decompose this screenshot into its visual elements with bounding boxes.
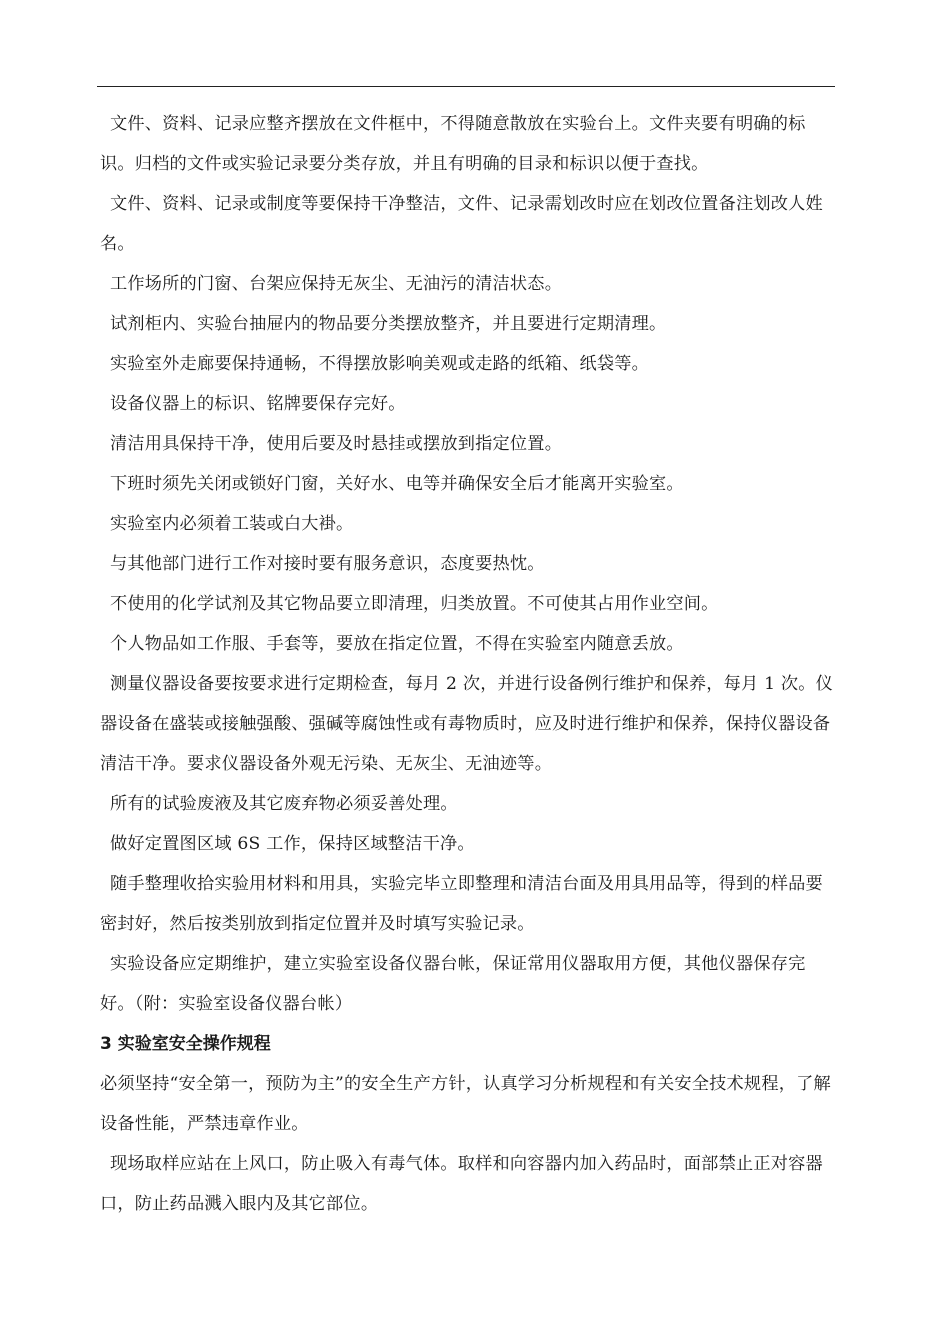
document-body <box>100 104 840 1224</box>
paragraph: 试剂柜内、实验台抽屉内的物品要分类摆放整齐，并且要进行定期清理。 <box>110 314 667 334</box>
paragraph: 实验室内必须着工装或白大褂。 <box>110 514 354 534</box>
paragraph: 设备仪器上的标识、铭牌要保存完好。 <box>110 394 406 414</box>
paragraph: 文件、资料、记录应整齐摆放在文件框中，不得随意散放在实验台上。文件夹要有明确的标识。归档的文件或实验记录要分类存放，并且有明确的目录和标识以便于查找。 <box>100 114 806 174</box>
paragraph: 实验设备应定期维护，建立实验室设备仪器台帐，保证常用仪器取用方便，其他仪器保存完好。（附：实验室设备仪器台帐） <box>100 954 806 1014</box>
paragraph: 现场取样应站在上风口，防止吸入有毒气体。取样和向容器内加入药品时，面部禁止正对容器口，防止药品溅入眼内及其它部位。 <box>100 1154 823 1214</box>
paragraph: 文件、资料、记录或制度等要保持干净整洁，文件、记录需划改时应在划改位置备注划改人姓名。 <box>100 194 823 254</box>
paragraph: 测量仪器设备要按要求进行定期检查，每月 2 次，并进行设备例行维护和保养，每月 1 次。仪器设备在盛装或接触强酸、强碱等腐蚀性或有毒物质时，应及时进行维护和保养，保持仪器设备清洁干净。要求仪器设备外观无污染、无灰尘、无油迹等。 <box>100 674 834 774</box>
paragraph: 清洁用具保持干净，使用后要及时悬挂或摆放到指定位置。 <box>110 434 563 454</box>
paragraph: 所有的试验废液及其它废弃物必须妥善处理。 <box>110 794 458 814</box>
paragraph: 随手整理收拾实验用材料和用具，实验完毕立即整理和清洁台面及用具用品等，得到的样品要密封好，然后按类别放到指定位置并及时填写实验记录。 <box>100 874 823 934</box>
section-heading: 3 实验室安全操作规程 <box>100 1034 271 1054</box>
paragraph: 下班时须先关闭或锁好门窗，关好水、电等并确保安全后才能离开实验室。 <box>110 474 684 494</box>
paragraph: 实验室外走廊要保持通畅，不得摆放影响美观或走路的纸箱、纸袋等。 <box>110 354 650 374</box>
paragraph: 与其他部门进行工作对接时要有服务意识，态度要热忱。 <box>110 554 545 574</box>
paragraph: 不使用的化学试剂及其它物品要立即清理，归类放置。不可使其占用作业空间。 <box>110 594 719 614</box>
paragraph: 必须坚持“安全第一，预防为主”的安全生产方针，认真学习分析规程和有关安全技术规程，了解设备性能，严禁违章作业。 <box>100 1074 831 1134</box>
paragraph: 做好定置图区域 6S 工作，保持区域整洁干净。 <box>110 834 475 854</box>
header-rule <box>97 86 835 87</box>
paragraph: 个人物品如工作服、手套等，要放在指定位置，不得在实验室内随意丢放。 <box>110 634 684 654</box>
paragraph: 工作场所的门窗、台架应保持无灰尘、无油污的清洁状态。 <box>110 274 563 294</box>
